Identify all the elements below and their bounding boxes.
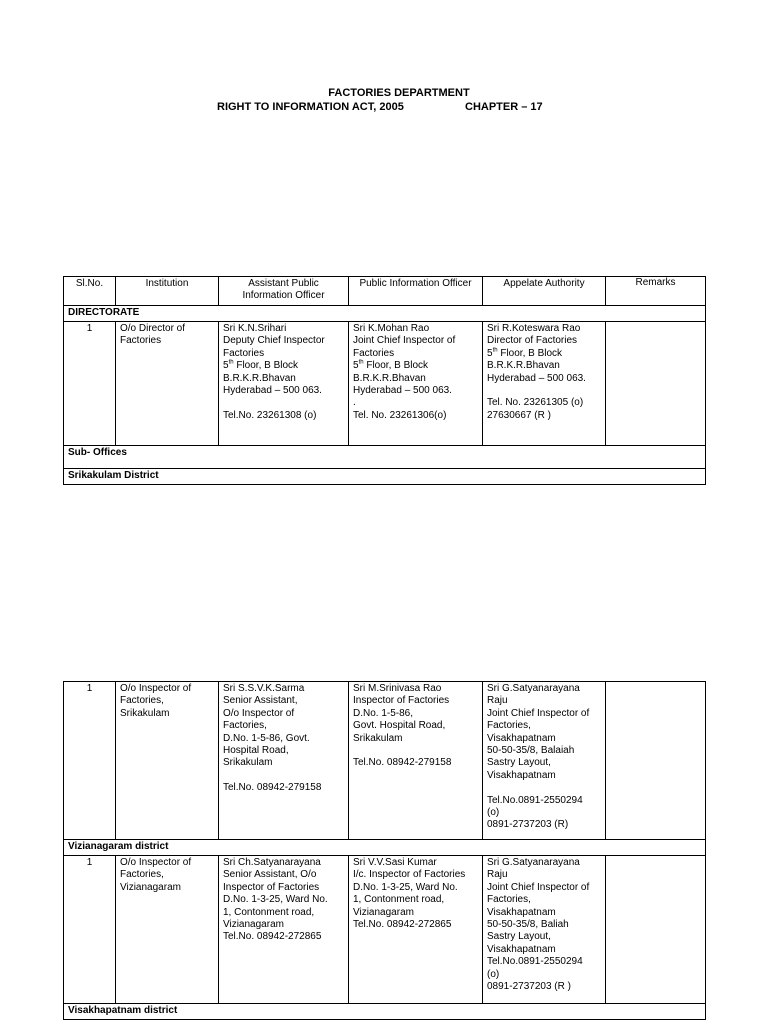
cell-apio: Sri Ch.Satyanarayana Senior Assistant, O/o Inspector of Factories D.No. 1-3-25, Ward No. 1, Contonment road, Vizianagaram Tel.No. 08942-272865	[219, 856, 349, 1004]
cell-apio: Sri K.N.Srihari Deputy Chief Inspector Factories 5th Floor, B Block B.R.K.R.Bhavan Hyderabad – 500 063. Tel.No. 23261308 (o)	[219, 322, 349, 446]
section-srikakulam: Srikakulam District	[64, 469, 706, 485]
cell-slno: 1	[64, 856, 116, 1004]
section-visakhapatnam: Visakhapatnam district	[64, 1004, 706, 1020]
cell-appelate: Sri G.Satyanarayana Raju Joint Chief Inspector of Factories, Visakhapatnam 50-50-35/8, Baliah Sastry Layout, Visakhapatnam Tel.No.0891-2550294 (o) 0891-2737203 (R )	[483, 856, 606, 1004]
cell-slno: 1	[64, 322, 116, 446]
col-header-appelate: Appelate Authority	[483, 277, 606, 306]
cell-remarks	[606, 682, 706, 840]
act-title: RIGHT TO INFORMATION ACT, 2005	[217, 101, 404, 113]
cell-remarks	[606, 322, 706, 446]
cell-slno: 1	[64, 682, 116, 840]
section-row	[64, 469, 706, 485]
cell-pio: Sri V.V.Sasi Kumar I/c. Inspector of Factories D.No. 1-3-25, Ward No. 1, Contonment road, Vizianagaram Tel.No. 08942-272865	[349, 856, 483, 1004]
table-header-row	[64, 277, 706, 306]
section-row	[64, 840, 706, 856]
section-sub-offices: Sub- Offices	[64, 446, 706, 469]
chapter-label: CHAPTER – 17	[465, 101, 543, 113]
cell-apio: Sri S.S.V.K.Sarma Senior Assistant, O/o Inspector of Factories, D.No. 1-5-86, Govt. Hospital Road, Srikakulam Tel.No. 08942-279158	[219, 682, 349, 840]
rti-officers-table-top	[63, 276, 706, 485]
col-header-remarks: Remarks	[606, 277, 706, 306]
cell-remarks	[606, 856, 706, 1004]
cell-pio: Sri M.Srinivasa Rao Inspector of Factories D.No. 1-5-86, Govt. Hospital Road, Srikakulam Tel.No. 08942-279158	[349, 682, 483, 840]
table-row	[64, 856, 706, 1004]
section-row	[64, 1004, 706, 1020]
cell-appelate: Sri R.Koteswara Rao Director of Factories 5th Floor, B Block B.R.K.R.Bhavan Hyderabad – 500 063. Tel. No. 23261305 (o) 27630667 (R )	[483, 322, 606, 446]
table-row	[64, 322, 706, 446]
col-header-slno: Sl.No.	[64, 277, 116, 306]
section-row	[64, 306, 706, 322]
section-directorate: DIRECTORATE	[64, 306, 706, 322]
section-row	[64, 446, 706, 469]
col-header-institution: Institution	[116, 277, 219, 306]
cell-institution: O/o Director of Factories	[116, 322, 219, 446]
table-row	[64, 682, 706, 840]
department-title: FACTORIES DEPARTMENT	[328, 87, 470, 99]
col-header-pio: Public Information Officer	[349, 277, 483, 306]
rti-officers-table-bottom	[63, 681, 706, 1020]
cell-pio: Sri K.Mohan Rao Joint Chief Inspector of Factories 5th Floor, B Block B.R.K.R.Bhavan Hyderabad – 500 063. . Tel. No. 23261306(o)	[349, 322, 483, 446]
document-heading	[0, 86, 768, 114]
col-header-apio: Assistant Public Information Officer	[219, 277, 349, 306]
cell-institution: O/o Inspector of Factories, Vizianagaram	[116, 856, 219, 1004]
cell-institution: O/o Inspector of Factories, Srikakulam	[116, 682, 219, 840]
section-vizianagaram: Vizianagaram district	[64, 840, 706, 856]
cell-appelate: Sri G.Satyanarayana Raju Joint Chief Inspector of Factories, Visakhapatnam 50-50-35/8, Balaiah Sastry Layout, Visakhapatnam Tel.No.0891-2550294 (o) 0891-2737203 (R)	[483, 682, 606, 840]
